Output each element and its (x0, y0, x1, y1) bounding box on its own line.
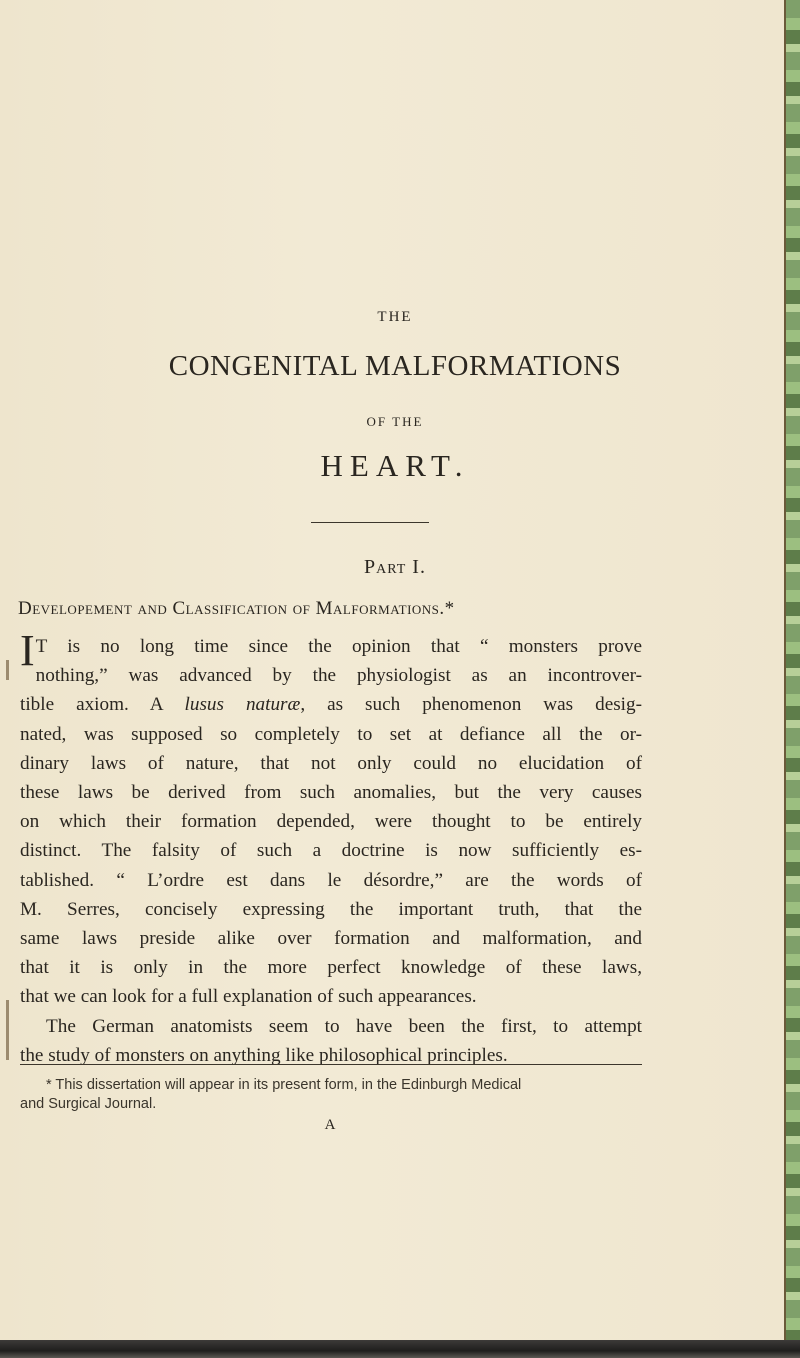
footnote (20, 1076, 642, 1114)
text-line: The German anatomists seem to have been the first, to attempt (46, 1015, 642, 1037)
footnote-rule (20, 1064, 642, 1065)
margin-mark (6, 660, 9, 680)
paragraph-2 (20, 1012, 642, 1070)
footnote-line: * This dissertation will appear in its present form, in the Edinburgh Medical (46, 1077, 522, 1093)
text-line: same laws preside alike over formation and malformation, and (20, 928, 642, 950)
page-bottom-edge (0, 1340, 800, 1358)
text-line: that it is only in the more perfect knowledge of these laws, (20, 957, 642, 979)
text-line: tablished. “ L’ordre est dans le désordre,” are the words of (20, 869, 642, 891)
body-text (20, 626, 642, 1070)
text-line: nothing,” was advanced by the physiologist as an incontrover- (35, 665, 642, 687)
text-line: the study of monsters on anything like philosophical principles. (20, 1044, 508, 1066)
text-line: T is no long time since the opinion that “ monsters prove (35, 636, 642, 657)
part-heading: Part I. (364, 556, 426, 578)
latin-phrase: lusus naturæ (184, 694, 301, 716)
text-line: nated, was supposed so completely to set at defiance all the or- (20, 723, 642, 745)
text-line: that we can look for a full explanation of such appearances. (20, 986, 477, 1008)
title-connector: OF THE (366, 414, 424, 429)
text-line: distinct. The falsity of such a doctrine is now sufficiently es- (20, 840, 642, 862)
book-spine-edge (784, 0, 800, 1358)
footnote-line: and Surgical Journal. (20, 1096, 157, 1112)
title-rule (311, 522, 429, 523)
text-line: tible axiom. A lusus naturæ, as such phenomenon was desig- (20, 694, 642, 716)
signature-mark: A (324, 1117, 336, 1133)
title-subject: HEART. (320, 448, 470, 483)
text-line: M. Serres, concisely expressing the important truth, that the (20, 898, 642, 920)
paragraph-1 (20, 626, 642, 1012)
running-title: THE (377, 309, 413, 325)
main-title: CONGENITAL MALFORMATIONS (168, 350, 622, 382)
text-line: these laws be derived from such anomalies, but the very causes (20, 782, 642, 804)
chapter-heading: Developement and Classification of Malformations.* (18, 598, 455, 619)
text-line: dinary laws of nature, that not only could no elucidation of (20, 752, 642, 774)
drop-cap: I (20, 626, 35, 675)
text-line: on which their formation depended, were thought to be entirely (20, 811, 642, 833)
margin-mark (6, 1000, 9, 1060)
